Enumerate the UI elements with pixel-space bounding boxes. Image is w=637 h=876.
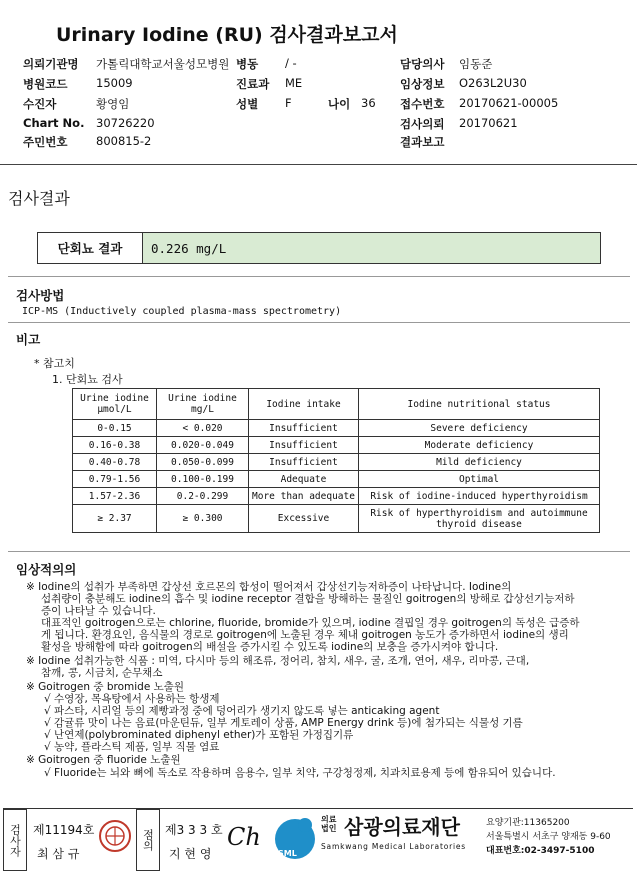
table-cell: Insufficient (249, 437, 359, 454)
note-line: 참깨, 콩, 시금치, 순무채소 (41, 667, 163, 679)
header-label: 의뢰기관명 (23, 57, 79, 71)
header-value: 15009 (96, 76, 133, 90)
header-value: / - (285, 56, 297, 70)
remarks-title: 비고 (16, 332, 41, 347)
header-value: O263L2U30 (459, 76, 527, 90)
table-row (73, 454, 600, 471)
header-value: 황영임 (96, 97, 130, 111)
column-header (73, 389, 157, 420)
table-cell: Excessive (249, 505, 359, 533)
table-cell: Risk of iodine-induced hyperthyroidism (359, 488, 600, 505)
header-label: 수진자 (23, 97, 57, 111)
institution-code: 요양기관:11365200 (486, 818, 570, 828)
note-line: √ 난연제(polybrominated diphenyl ether)가 포함된 가정집기류 (44, 729, 354, 741)
note-line: 섭취량이 충분해도 iodine의 흡수 및 iodine receptor 결합을 방해하는 물질인 goitrogen의 방해로 갑상선기능저하 (41, 593, 575, 605)
header-label: 담당의사 (400, 57, 445, 71)
seal-icon (98, 819, 132, 853)
note-line: √ 수영장, 목욕탕에서 사용하는 항생제 (44, 693, 220, 705)
header-value: 임동준 (459, 57, 493, 71)
table-cell: 1.57-2.36 (73, 488, 157, 505)
ref-subtitle: 1. 단회뇨 검사 (52, 373, 123, 386)
note-line: 증이 나타날 수 있습니다. (41, 605, 156, 617)
reviewer-name: 지 현 영 (169, 847, 212, 861)
table-cell: Risk of hyperthyroidism and autoimmune thyroid disease (359, 505, 600, 533)
table-cell: Adequate (249, 471, 359, 488)
reviewer-license: 제3 3 3 호 (165, 823, 223, 837)
header-label: 진료과 (236, 77, 270, 91)
address: 서울특별시 서초구 양재동 9-60 (486, 832, 611, 842)
header-label: Chart No. (23, 116, 85, 130)
header-value: 30726220 (96, 116, 155, 130)
header-divider (0, 164, 637, 165)
header-value: 800815-2 (96, 134, 152, 148)
table-cell: < 0.020 (157, 420, 249, 437)
table-row (73, 471, 600, 488)
note-line: √ 농약, 플라스틱 제품, 일부 직물 염료 (44, 741, 220, 753)
table-cell: 0.40-0.78 (73, 454, 157, 471)
column-header-line: Urine iodine (168, 393, 237, 404)
table-cell: 0.2-0.299 (157, 488, 249, 505)
note-line: ※ Goitrogen 중 bromide 노출원 (26, 681, 185, 693)
header-label: 결과보고 (400, 135, 445, 149)
column-header-line: μmol/L (97, 404, 132, 415)
table-cell: 0.100-0.199 (157, 471, 249, 488)
note-line: √ 파스타, 시리얼 등의 제빵과정 중에 덩어리가 생기지 않도록 넣는 anticaking agent (44, 705, 440, 717)
ref-title: * 참고치 (34, 357, 75, 370)
footer (3, 808, 633, 873)
table-header-row (73, 389, 600, 420)
table-cell: ≥ 0.300 (157, 505, 249, 533)
header-value: 가톨릭대학교서울성모병원 (96, 57, 230, 71)
table-cell: 0.16-0.38 (73, 437, 157, 454)
table-cell: Moderate deficiency (359, 437, 600, 454)
header-value: F (285, 96, 292, 110)
table-cell: Mild deficiency (359, 454, 600, 471)
org-prefix: 의료법인 (321, 815, 337, 833)
table-cell: Severe deficiency (359, 420, 600, 437)
column-header (157, 389, 249, 420)
examiner-license: 제11194호 (33, 823, 95, 837)
header-value: 36 (361, 96, 376, 110)
column-header: Iodine intake (249, 389, 359, 420)
header-label: 검사의뢰 (400, 117, 445, 131)
table-cell: More than adequate (249, 488, 359, 505)
header-label: 주민번호 (23, 135, 68, 149)
table-row (73, 505, 600, 533)
method-text: ICP-MS (Inductively coupled plasma-mass spectrometry) (22, 306, 342, 317)
header-value: 20170621-00005 (459, 96, 559, 110)
header-label: 임상정보 (400, 77, 445, 91)
header-label: 성별 (236, 97, 259, 111)
table-row (73, 437, 600, 454)
section-title: 검사결과 (8, 189, 70, 208)
result-box (37, 232, 601, 264)
report-title: Urinary Iodine (RU) 검사결과보고서 (56, 24, 398, 46)
header-value: ME (285, 76, 303, 90)
table-cell: 0.79-1.56 (73, 471, 157, 488)
header-label: 나이 (328, 97, 351, 111)
note-line: √ Fluoride는 뇌와 뼈에 독소로 작용하며 음용수, 일부 치약, 구강청정제, 치과치료용제 등에 함유되어 있습니다. (44, 767, 556, 779)
note-line: ※ Iodine 섭취가능한 식품 : 미역, 다시마 등의 해조류, 정어리, 참치, 새우, 굴, 조개, 연어, 새우, 리마콩, 근대, (26, 655, 530, 667)
table-row (73, 420, 600, 437)
note-line: ※ Iodine의 섭취가 부족하면 갑상선 호르몬의 합성이 떨어져서 갑상선기능저하증이 나타납니다. Iodine의 (26, 581, 512, 593)
note-line: 대표적인 goitrogen으로는 chlorine, fluoride, bromide가 있으며, iodine 결핍일 경우 goitrogen의 독성은 급증하 (41, 617, 580, 629)
table-cell: Insufficient (249, 454, 359, 471)
org-english-name: Samkwang Medical Laboratories (321, 842, 466, 851)
column-header-line: Urine iodine (80, 393, 149, 404)
header-label: 접수번호 (400, 97, 445, 111)
table-cell: 0.020-0.049 (157, 437, 249, 454)
note-line: 활성을 방해함에 따라 goitrogen의 배설을 증가시킬 수 있도록 iodine의 보충을 증가시켜야 합니다. (41, 641, 499, 653)
examiner-label: 검사자 (3, 809, 27, 871)
note-line: √ 감귤류 맛이 나는 음료(마운틴듀, 일부 게토레이 상품, AMP Energy drink 등)에 첨가되는 식물성 기름 (44, 717, 523, 729)
note-line: ※ Goitrogen 중 fluoride 노출원 (26, 754, 181, 766)
header-value: 20170621 (459, 116, 518, 130)
table-cell: 0.050-0.099 (157, 454, 249, 471)
clinical-title: 임상적의의 (16, 562, 77, 577)
method-title: 검사방법 (16, 288, 65, 303)
phone: 대표번호:02-3497-5100 (486, 846, 595, 856)
header-label: 병동 (236, 57, 259, 71)
table-cell: ≥ 2.37 (73, 505, 157, 533)
divider (8, 322, 630, 323)
reviewer-label: 점의 (136, 809, 160, 871)
table-cell: Insufficient (249, 420, 359, 437)
examiner-name: 최 삼 규 (37, 847, 80, 861)
result-value: 0.226 mg/L (143, 233, 600, 263)
table-cell: Optimal (359, 471, 600, 488)
column-header-line: mg/L (191, 404, 214, 415)
logo-text: SML (278, 849, 297, 858)
divider (8, 551, 630, 552)
table-cell: 0-0.15 (73, 420, 157, 437)
table-row (73, 488, 600, 505)
divider (8, 276, 630, 277)
signature: Ch (227, 823, 261, 851)
org-name: 삼광의료재단 (344, 815, 460, 839)
result-label: 단회뇨 결과 (38, 233, 143, 263)
header-label: 병원코드 (23, 77, 68, 91)
column-header: Iodine nutritional status (359, 389, 600, 420)
reference-table (72, 388, 600, 533)
note-line: 게 됩니다. 환경요인, 음식물의 경로로 goitrogen에 노출된 경우 체내 goitrogen 농도가 증가하면서 iodine의 생리 (41, 629, 569, 641)
